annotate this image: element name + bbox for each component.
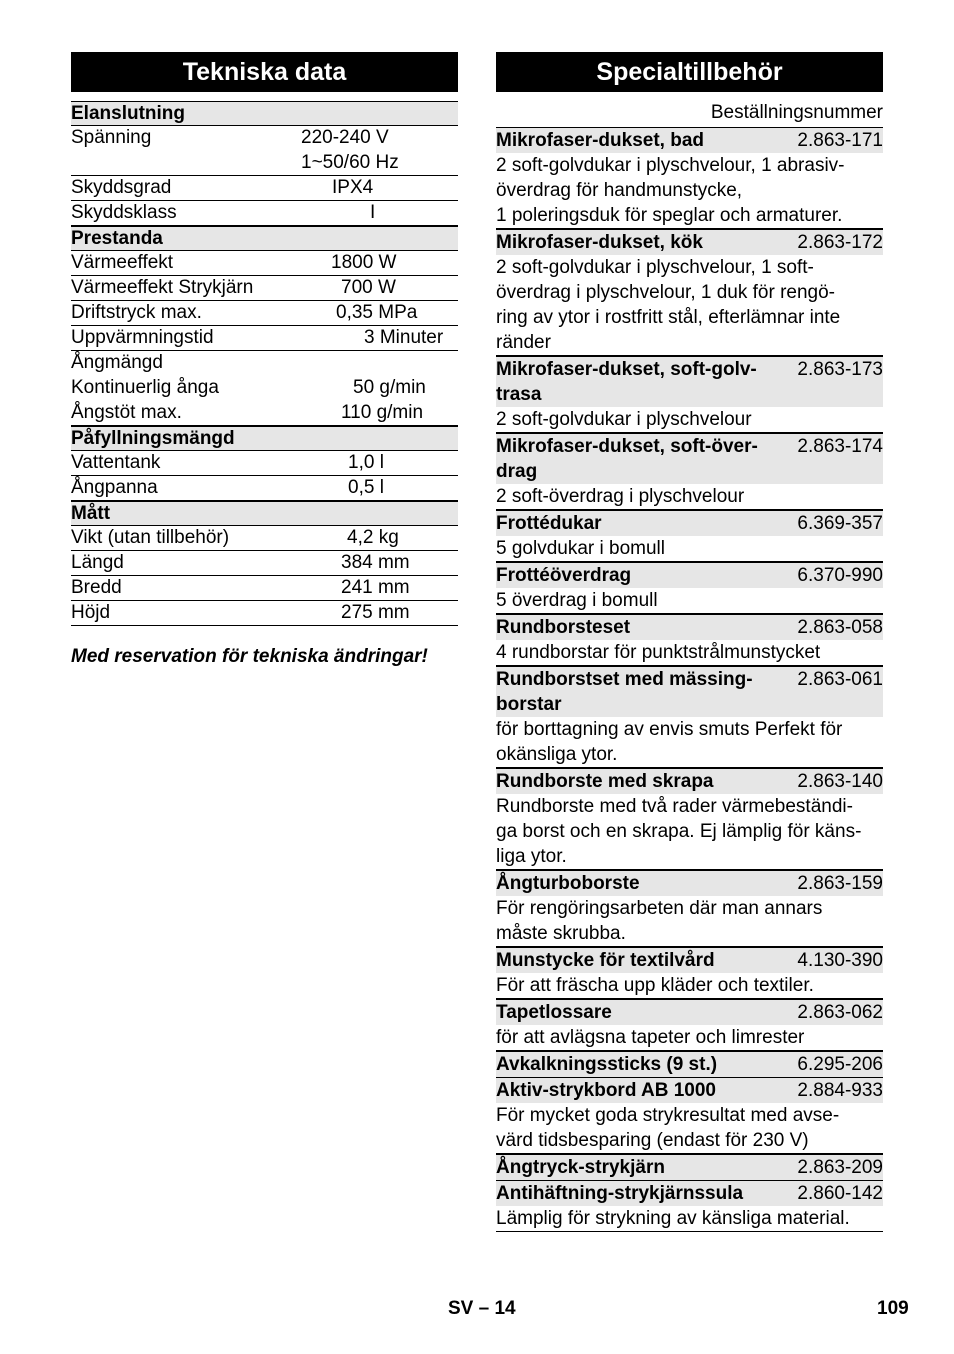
accessory-order-number: 2.884-933 xyxy=(797,1080,883,1101)
accessory-description-line: ga borst och en skrapa. Ej lämplig för käns- xyxy=(496,821,862,842)
accessory-name: Rundborsteset xyxy=(496,617,631,638)
accessory-header xyxy=(496,1154,883,1180)
spec-label: Skyddsklass xyxy=(71,202,177,223)
accessory-description-line: överdrag för handmunstycke, xyxy=(496,180,743,201)
accessory-description-line: För att fräscha upp kläder och textiler. xyxy=(496,975,814,996)
accessory-header xyxy=(496,614,883,640)
accessory-name: Rundborstset med mässing- xyxy=(496,669,753,690)
accessory-header xyxy=(496,1077,883,1103)
accessory-description xyxy=(496,1103,883,1154)
accessory-order-number: 6.295-206 xyxy=(797,1054,883,1075)
accessory-description-line: 2 soft-golvdukar i plyschvelour, 1 abrasiv- xyxy=(496,155,845,176)
accessory-description-line: för att avlägsna tapeter och limrester xyxy=(496,1027,805,1048)
accessory-description xyxy=(496,794,883,870)
accessory-header xyxy=(496,666,883,717)
spec-value: 1,0 l xyxy=(348,452,384,473)
spec-row xyxy=(71,301,458,326)
spec-value: 275 mm xyxy=(341,602,410,623)
spec-section-title: Mått xyxy=(71,503,111,524)
spec-value: 3 Minuter xyxy=(364,327,444,348)
spec-label: Höjd xyxy=(71,602,111,623)
spec-label: Vattentank xyxy=(71,452,161,473)
spec-value: I xyxy=(370,202,376,223)
accessory-header xyxy=(496,768,883,794)
accessory-name: Frottéöverdrag xyxy=(496,565,632,586)
accessory-item xyxy=(496,127,883,229)
spec-row xyxy=(71,276,458,301)
accessory-description-line: för borttagning av envis smuts Perfekt för xyxy=(496,719,843,740)
accessory-name: Mikrofaser-dukset, kök xyxy=(496,232,703,253)
spec-label: Värmeeffekt xyxy=(71,252,174,273)
spec-value: 1800 W xyxy=(331,252,397,273)
accessory-order-number: 2.863-171 xyxy=(797,130,883,151)
accessory-order-number: 2.863-174 xyxy=(797,436,883,457)
accessory-header xyxy=(496,947,883,973)
accessory-header xyxy=(496,356,883,407)
spec-section-heading xyxy=(71,226,458,251)
accessory-name: Munstycke för textilvård xyxy=(496,950,715,971)
accessory-description-line: Lämplig för strykning av känsliga material. xyxy=(496,1208,850,1229)
spec-row xyxy=(71,401,458,426)
spec-section-title: Påfyllningsmängd xyxy=(71,428,235,449)
accessory-order-number: 2.863-173 xyxy=(797,359,883,380)
accessory-order-number: 2.863-061 xyxy=(797,669,883,690)
accessory-order-number: 4.130-390 xyxy=(797,950,883,971)
spec-value: 220-240 V xyxy=(301,127,389,148)
accessory-name: Rundborste med skrapa xyxy=(496,771,714,792)
spec-label: Bredd xyxy=(71,577,122,598)
accessory-order-number: 2.863-209 xyxy=(797,1157,883,1178)
accessory-item xyxy=(496,356,883,433)
accessory-item xyxy=(496,1180,883,1232)
accessory-item xyxy=(496,1051,883,1077)
spec-label: Spänning xyxy=(71,127,152,148)
accessories-title: Specialtillbehör xyxy=(496,52,883,92)
accessory-description-line: ring av ytor i rostfritt stål, efterlämnar inte xyxy=(496,307,841,328)
accessory-description-line: Rundborste med två rader värmebeständi- xyxy=(496,796,853,817)
spec-label: Driftstryck max. xyxy=(71,302,202,323)
accessory-description-line: 5 golvdukar i bomull xyxy=(496,538,665,559)
accessory-item xyxy=(496,562,883,614)
spec-row xyxy=(71,201,458,226)
spec-section-heading xyxy=(71,101,458,126)
accessory-name: Ångtryck-strykjärn xyxy=(496,1157,665,1178)
accessory-description xyxy=(496,588,883,614)
accessory-name: Frottédukar xyxy=(496,513,602,534)
spec-row xyxy=(71,326,458,351)
spec-section-title: Elanslutning xyxy=(71,103,185,124)
accessory-order-number: 2.863-159 xyxy=(797,873,883,894)
spec-label: Uppvärmningstid xyxy=(71,327,214,348)
accessory-description xyxy=(496,1206,883,1232)
accessory-header xyxy=(496,870,883,896)
accessory-description xyxy=(496,484,883,510)
accessory-description-line: liga ytor. xyxy=(496,846,567,867)
accessory-name-line2: drag xyxy=(496,461,538,482)
accessory-description-line: värd tidsbesparing (endast för 230 V) xyxy=(496,1130,809,1151)
accessory-item xyxy=(496,1154,883,1180)
accessories-column xyxy=(496,52,883,1232)
accessory-header xyxy=(496,1051,883,1077)
accessory-description-line: 5 överdrag i bomull xyxy=(496,590,658,611)
accessory-item xyxy=(496,768,883,870)
spec-value: 241 mm xyxy=(341,577,410,598)
accessory-name: Mikrofaser-dukset, bad xyxy=(496,130,704,151)
accessory-description-line: överdrag i plyschvelour, 1 duk för rengö- xyxy=(496,282,836,303)
spec-row xyxy=(71,126,458,176)
accessory-description xyxy=(496,255,883,356)
order-number-header: Beställningsnummer xyxy=(710,102,883,123)
spec-value: 384 mm xyxy=(341,552,410,573)
accessory-description xyxy=(496,536,883,562)
accessory-description-line: måste skrubba. xyxy=(496,923,626,944)
accessory-description-line: 2 soft-golvdukar i plyschvelour, 1 soft- xyxy=(496,257,814,278)
accessory-description-line: ränder xyxy=(496,332,551,353)
accessory-header xyxy=(496,229,883,255)
spec-row xyxy=(71,576,458,601)
accessory-header xyxy=(496,510,883,536)
footer-section-label: SV – 14 xyxy=(448,1298,516,1319)
spec-value-line2: 1~50/60 Hz xyxy=(301,152,399,173)
spec-row xyxy=(71,351,458,376)
spec-row xyxy=(71,476,458,501)
spec-value: IPX4 xyxy=(332,177,374,198)
accessory-order-number: 2.863-058 xyxy=(797,617,883,638)
accessory-item xyxy=(496,999,883,1051)
spec-row xyxy=(71,551,458,576)
accessory-description xyxy=(496,640,883,666)
accessory-header xyxy=(496,562,883,588)
spec-value: 4,2 kg xyxy=(347,527,399,548)
accessory-name: Antihäftning-strykjärnssula xyxy=(496,1183,744,1204)
accessory-item xyxy=(496,870,883,947)
accessory-name: Aktiv-strykbord AB 1000 xyxy=(496,1080,716,1101)
accessory-header xyxy=(496,1180,883,1206)
accessory-list xyxy=(496,127,883,1232)
accessory-order-number: 6.370-990 xyxy=(797,565,883,586)
spec-row xyxy=(71,376,458,401)
accessory-order-number: 2.860-142 xyxy=(797,1183,883,1204)
spec-label: Vikt (utan tillbehör) xyxy=(71,527,230,548)
accessory-item xyxy=(496,1077,883,1154)
accessory-item xyxy=(496,614,883,666)
accessory-description-line: För rengöringsarbeten där man annars xyxy=(496,898,823,919)
spec-value: 110 g/min xyxy=(341,402,424,423)
spec-value: 0,35 MPa xyxy=(336,302,418,323)
accessory-order-number: 6.369-357 xyxy=(797,513,883,534)
accessory-description-line: 2 soft-överdrag i plyschvelour xyxy=(496,486,745,507)
spec-section-heading xyxy=(71,426,458,451)
spec-label: Värmeeffekt Strykjärn xyxy=(71,277,254,298)
accessory-item xyxy=(496,510,883,562)
accessory-description-line: 4 rundborstar för punktstrålmunstycket xyxy=(496,642,821,663)
spec-section-title: Prestanda xyxy=(71,228,163,249)
accessory-description xyxy=(496,153,883,229)
accessory-name: Ångturboborste xyxy=(496,873,640,894)
accessory-description-line: För mycket goda strykresultat med avse- xyxy=(496,1105,840,1126)
technical-data-title: Tekniska data xyxy=(71,52,458,92)
spec-row xyxy=(71,526,458,551)
spec-value: 50 g/min xyxy=(353,377,426,398)
accessory-order-number: 2.863-140 xyxy=(797,771,883,792)
accessory-description xyxy=(496,1025,883,1051)
accessory-item xyxy=(496,229,883,356)
accessory-description xyxy=(496,717,883,768)
reservation-note: Med reservation för tekniska ändringar! xyxy=(71,646,428,667)
spec-row xyxy=(71,251,458,276)
accessory-description xyxy=(496,407,883,433)
accessory-name: Tapetlossare xyxy=(496,1002,612,1023)
accessory-header xyxy=(496,999,883,1025)
technical-data-column xyxy=(71,52,458,668)
accessory-description-line: okänsliga ytor. xyxy=(496,744,618,765)
accessory-header xyxy=(496,433,883,484)
spec-section-heading xyxy=(71,501,458,526)
accessory-name-line2: borstar xyxy=(496,694,562,715)
spec-label: Skyddsgrad xyxy=(71,177,172,198)
accessory-name: Mikrofaser-dukset, soft-över- xyxy=(496,436,758,457)
accessory-name-line2: trasa xyxy=(496,384,542,405)
accessory-description-line: 2 soft-golvdukar i plyschvelour xyxy=(496,409,752,430)
spec-value: 700 W xyxy=(341,277,396,298)
accessory-item xyxy=(496,433,883,510)
accessory-description xyxy=(496,973,883,999)
spec-label: Kontinuerlig ånga xyxy=(71,377,219,398)
spec-label: Ångmängd xyxy=(71,352,163,373)
spec-row xyxy=(71,601,458,626)
accessory-order-number: 2.863-172 xyxy=(797,232,883,253)
accessory-item xyxy=(496,666,883,768)
accessory-name: Mikrofaser-dukset, soft-golv- xyxy=(496,359,757,380)
spec-table xyxy=(71,101,458,626)
spec-row xyxy=(71,451,458,476)
accessory-header xyxy=(496,127,883,153)
page-number: 109 xyxy=(877,1298,909,1319)
spec-label: Ångstöt max. xyxy=(71,402,182,423)
spec-row xyxy=(71,176,458,201)
accessory-order-number: 2.863-062 xyxy=(797,1002,883,1023)
spec-value: 0,5 l xyxy=(348,477,384,498)
accessory-item xyxy=(496,947,883,999)
accessory-description xyxy=(496,896,883,947)
accessory-name: Avkalkningssticks (9 st.) xyxy=(496,1054,718,1075)
accessory-description-line: 1 poleringsduk för speglar och armaturer. xyxy=(496,205,843,226)
spec-label: Längd xyxy=(71,552,124,573)
spec-label: Ångpanna xyxy=(71,477,158,498)
